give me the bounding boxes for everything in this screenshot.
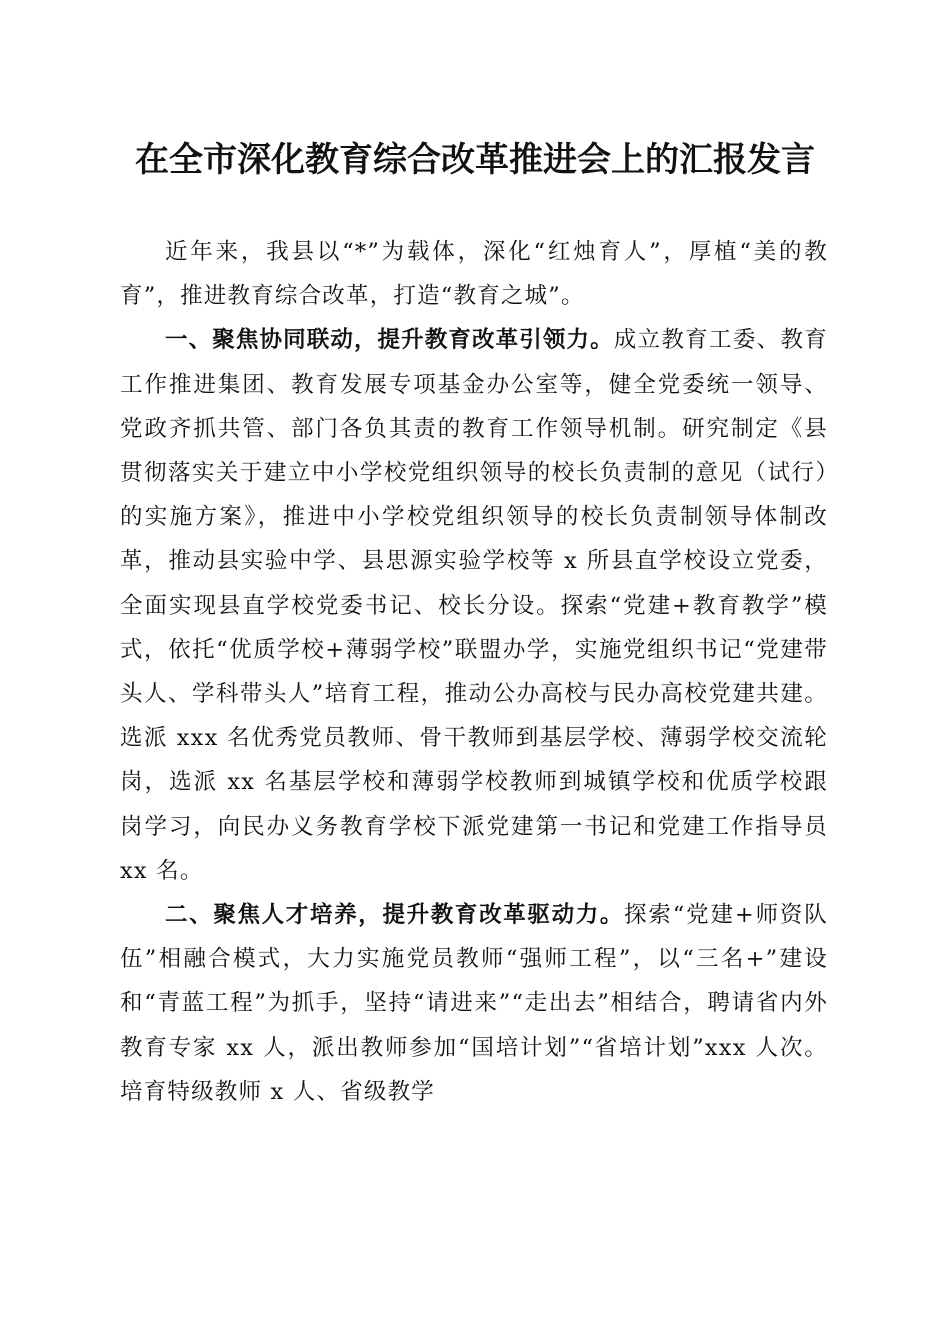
- section-heading: 一、聚焦协同联动，提升教育改革引领力。: [165, 327, 614, 354]
- paragraph-text: 近年来，我县以“*”为载体，深化“红烛育人”，厚植“美的教育”，推进教育综合改革，打造“教育之城”。: [120, 239, 828, 310]
- document-title: 在全市深化教育综合改革推进会上的汇报发言: [135, 140, 815, 180]
- document-body: [120, 230, 828, 1114]
- section-heading: 二、聚焦人才培养，提升教育改革驱动力。: [165, 902, 625, 929]
- paragraph-section-1: [120, 318, 828, 893]
- paragraph-intro: [120, 230, 828, 318]
- paragraph-text: 成立教育工委、教育工作推进集团、教育发展专项基金办公室等，健全党委统一领导、党政齐抓共管、部门各负其责的教育工作领导机制。研究制定《县贯彻落实关于建立中小学校党组织领导的校长负责制的意见（试行）的实施方案》，推进中小学校党组织领导的校长负责制领导体制改革，推动县实验中学、县思源实验学校等 x 所县直学校设立党委，全面实现县直学校党委书记、校长分设。探索“党建+教育教学”模式，依托“优质学校+薄弱学校”联盟办学，实施党组织书记“党建带头人、学科带头人”培育工程，推动公办高校与民办高校党建共建。选派 xxx 名优秀党员教师、骨干教师到基层学校、薄弱学校交流轮岗，选派 xx 名基层学校和薄弱学校教师到城镇学校和优质学校跟岗学习，向民办义务教育学校下派党建第一书记和党建工作指导员 xx 名。: [120, 327, 828, 884]
- paragraph-text: 探索“党建+师资队伍”相融合模式，大力实施党员教师“强师工程”，以“三名+”建设和“青蓝工程”为抓手，坚持“请进来”“走出去”相结合，聘请省内外教育专家 xx 人，派出教师参加“国培计划”“省培计划”xxx 人次。培育特级教师 x 人、省级教学: [120, 902, 828, 1105]
- paragraph-section-2: [120, 893, 828, 1114]
